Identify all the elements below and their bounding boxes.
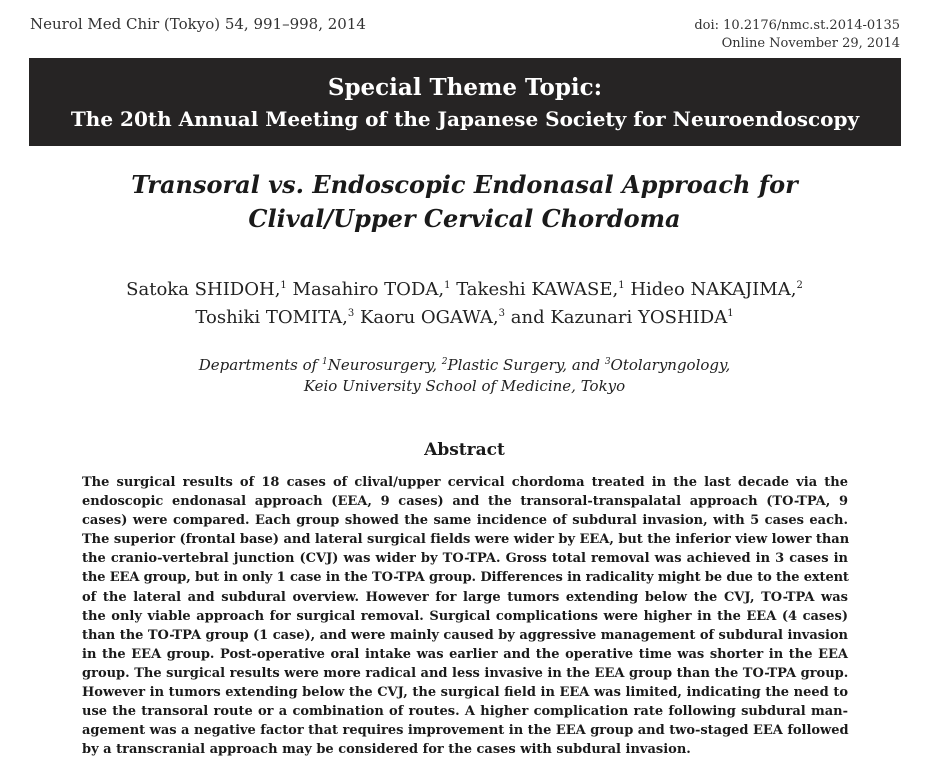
author-list xyxy=(0,274,929,330)
journal-citation: Neurol Med Chir (Tokyo) 54, 991–998, 2014 xyxy=(30,15,366,33)
online-date: Online November 29, 2014 xyxy=(721,36,900,51)
abstract-line: cases) were compared. Each group showed the same incidence of subdural invasion, with 5 cases each. xyxy=(82,513,848,529)
abstract-line: However in tumors extending below the CVJ, the surgical field in EEA was limited, indicating the need to xyxy=(82,685,848,701)
abstract-line: The superior (frontal base) and lateral surgical fields were wider by EEA, but the inferior view lower than xyxy=(82,532,850,548)
abstract-line: of the lateral and subdural overview. However for large tumors extending below the CVJ, TO-TPA was xyxy=(82,589,848,605)
title-line-2: Clival/Upper Cervical Chordoma xyxy=(248,204,681,233)
doi-block xyxy=(694,17,900,53)
abstract-line: group. The surgical results were more radical and less invasive in the EEA group than the TO-TPA group. xyxy=(82,665,849,681)
author-line-1 xyxy=(0,274,929,302)
affiliation-line-1: Departments of $^1$Neurosurgery, $^2$Plastic Surgery, and $^3$Otolaryngology, xyxy=(198,356,731,374)
abstract-line: endoscopic endonasal approach (EEA, 9 cases) and the transoral-transpalatal approach (TO-TPA, 9 xyxy=(82,494,848,510)
affiliation-line-2: Keio University School of Medicine, Tokyo xyxy=(303,377,626,395)
author-line-2 xyxy=(0,302,929,330)
author: Masahiro TODA,$^1$ xyxy=(292,279,451,300)
abstract-line: The surgical results of 18 cases of clival/upper cervical chordoma treated in the last decade via the xyxy=(82,475,848,490)
author: Hideo NAKAJIMA,$^2$ xyxy=(630,279,803,300)
abstract-body xyxy=(82,473,848,759)
banner-line-2: The 20th Annual Meeting of the Japanese Society for Neuroendoscopy xyxy=(70,107,860,131)
special-theme-banner xyxy=(29,58,901,146)
banner-line-1: Special Theme Topic: xyxy=(327,74,603,101)
author: Satoka SHIDOH,$^1$ xyxy=(126,279,287,300)
doi[interactable]: doi: 10.2176/nmc.st.2014-0135 xyxy=(694,18,900,33)
abstract-line: than the TO-TPA group (1 case), and were mainly caused by aggressive management of subdural invasion xyxy=(82,627,848,643)
author: and Kazunari YOSHIDA$^1$ xyxy=(510,307,734,328)
author: Takeshi KAWASE,$^1$ xyxy=(456,279,625,300)
author: Toshiki TOMITA,$^3$ xyxy=(195,307,355,328)
title-line-1: Transoral vs. Endoscopic Endonasal Approach for xyxy=(131,170,798,199)
affiliations xyxy=(0,352,929,397)
abstract-line: the only viable approach for surgical removal. Surgical complications were higher in the EEA (4 cases) xyxy=(82,608,848,624)
abstract-line: the EEA group, but in only 1 case in the TO-TPA group. Differences in radicality might be due to the extent xyxy=(82,570,849,586)
abstract-heading: Abstract xyxy=(424,440,505,460)
abstract-line: the cranio-vertebral junction (CVJ) was wider by TO-TPA. Gross total removal was achieved in 3 cases in xyxy=(82,551,848,567)
author: Kaoru OGAWA,$^3$ xyxy=(359,307,506,328)
article-title xyxy=(0,168,929,236)
abstract-line: by a transcranial approach may be considered for the cases with subdural invasion. xyxy=(82,742,691,758)
abstract-line: agement was a negative factor that requires improvement in the EEA group and two-staged EEA followed xyxy=(82,723,849,739)
abstract-line: in the EEA group. Post-operative oral intake was earlier and the operative time was shorter in the EEA xyxy=(82,646,848,662)
abstract-line: use the transoral route or a combination of routes. A higher complication rate following subdural man- xyxy=(82,704,848,720)
